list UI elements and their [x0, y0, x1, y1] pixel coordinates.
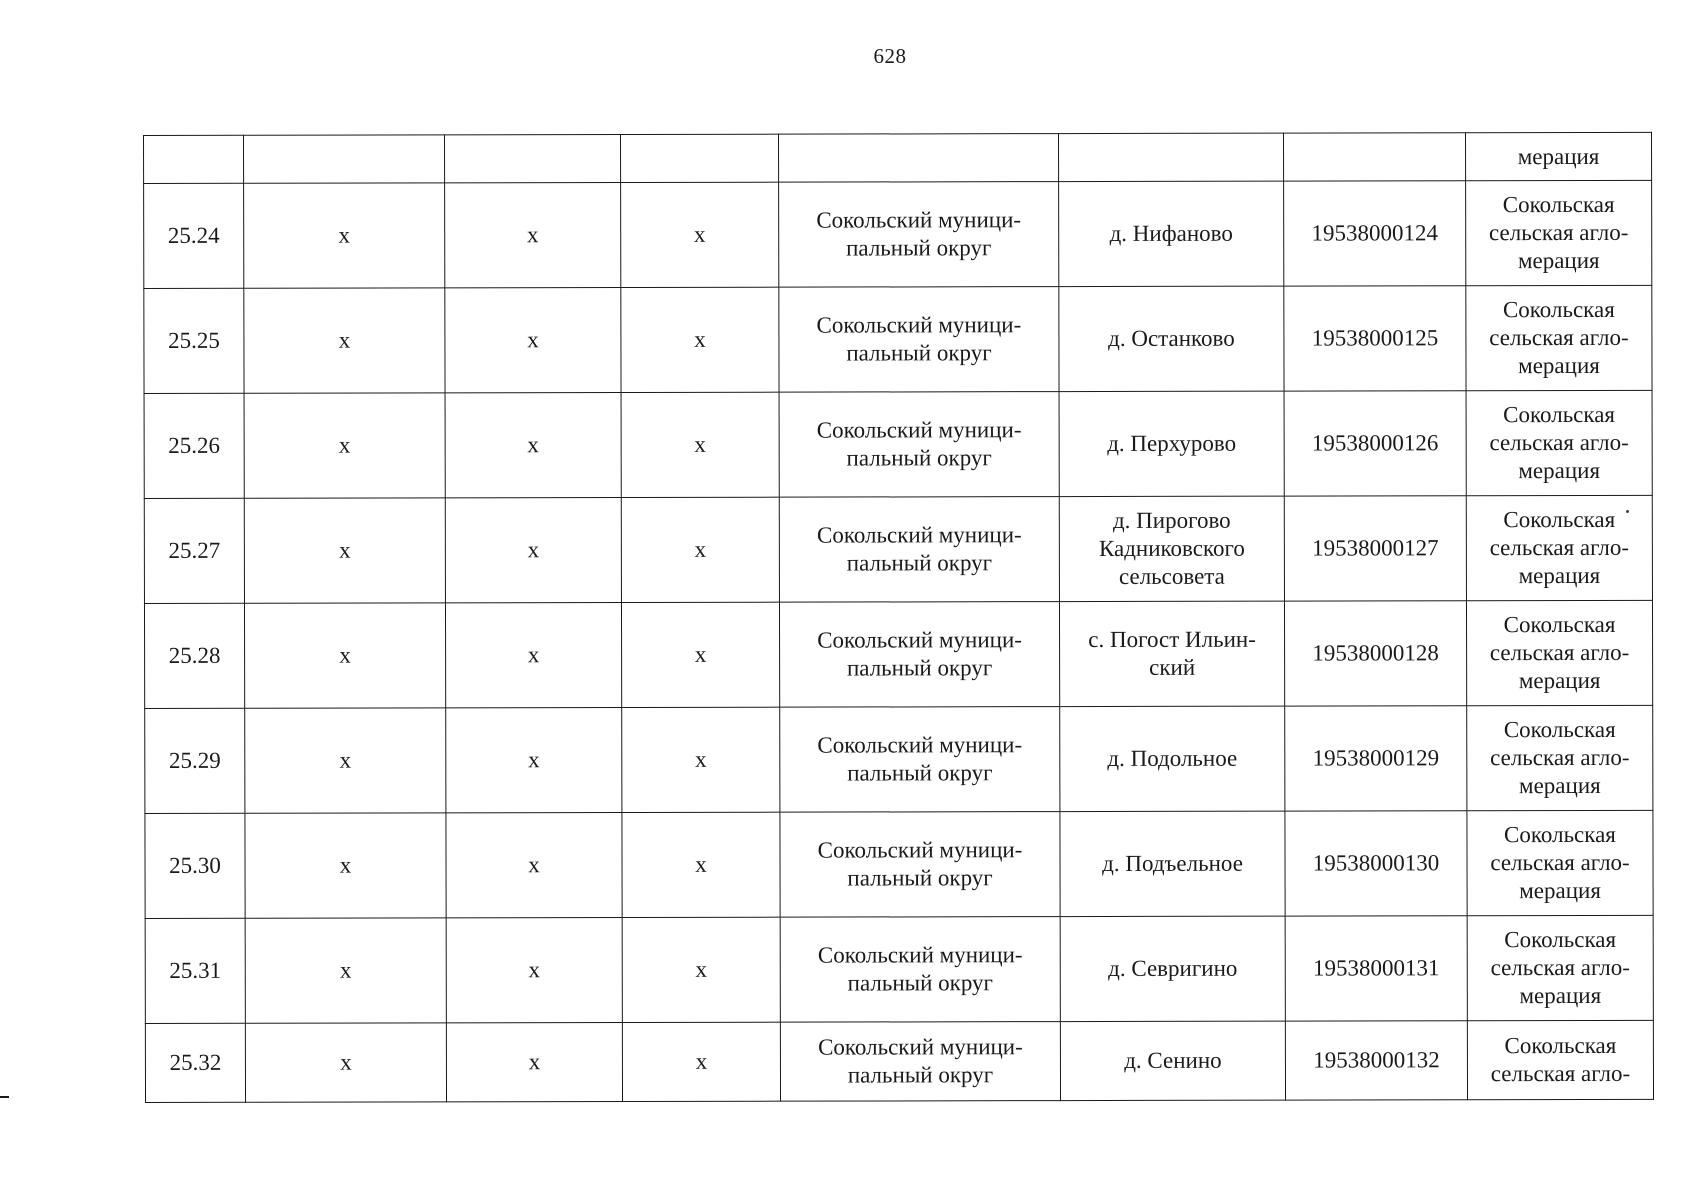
cell-text: 25.27 [168, 537, 221, 563]
table-row [145, 810, 1653, 918]
cell-text: Сокольский муници- пальный округ [816, 522, 1022, 576]
oktmo-code-cell [1284, 496, 1466, 601]
cell-text: х [338, 432, 351, 458]
cell-text: х [528, 1049, 541, 1075]
cell-text: с. Погост Ильин- ский [1088, 626, 1256, 680]
x-cell [445, 287, 621, 392]
cell-text: Сокольская сельская агло- мерация [1488, 191, 1629, 274]
agglomeration-cell [1467, 705, 1653, 810]
oktmo-code-cell [1285, 811, 1467, 916]
x-cell [446, 917, 622, 1022]
cell-text: х [695, 851, 707, 877]
agglomeration-cell [1466, 285, 1652, 390]
municipality-cell [780, 812, 1060, 918]
settlement-cell [1060, 811, 1285, 916]
oktmo-code-cell [1284, 391, 1466, 496]
cell-text: х [693, 221, 706, 247]
x-cell [622, 707, 780, 812]
cell-text: д. Подъельное [1102, 850, 1243, 876]
cell-text: 25.29 [168, 747, 221, 773]
table-cell [244, 135, 445, 183]
cell-text: д. Подольное [1107, 745, 1238, 771]
cell-text: Сокольская сельская агло- [1490, 1032, 1631, 1087]
cell-text: х [339, 957, 352, 983]
municipality-cell [779, 182, 1059, 288]
row-number-cell [145, 1023, 245, 1102]
cell-text: х [526, 222, 539, 248]
cell-text: Сокольский муници- пальный округ [818, 1034, 1023, 1088]
x-cell [446, 812, 622, 917]
agglomeration-cell [1466, 600, 1652, 705]
settlement-cell [1060, 916, 1285, 1021]
x-cell [445, 182, 621, 287]
cell-text: Сокольский муници- пальный округ [817, 627, 1022, 681]
cell-text: Сокольская сельская агло- мерация [1490, 821, 1630, 904]
oktmo-code-cell [1285, 916, 1467, 1021]
municipality-cell [779, 602, 1059, 708]
x-cell [621, 497, 779, 602]
cell-text: х [340, 1049, 352, 1075]
settlements-table [143, 132, 1654, 1103]
cell-text: х [338, 222, 350, 248]
cell-text: Сокольская сельская агло- мерация [1490, 716, 1630, 799]
cell-text: х [694, 326, 706, 352]
table-row [145, 1020, 1653, 1102]
settlement-cell [1059, 391, 1284, 496]
x-cell [245, 813, 446, 918]
cell-text: Сокольская сельская агло- мерация [1489, 506, 1630, 589]
cell-text: х [527, 432, 539, 458]
agglomeration-cell [1467, 810, 1653, 915]
cell-text: х [695, 956, 708, 982]
cell-text: д. Сенино [1124, 1047, 1222, 1073]
municipality-cell [780, 917, 1060, 1023]
oktmo-code-cell [1284, 286, 1466, 391]
cell-text: 25.28 [168, 642, 221, 668]
table-cell [1283, 133, 1465, 181]
cell-text: Сокольская сельская агло- мерация [1489, 296, 1629, 379]
cell-text: 19538000125 [1311, 325, 1439, 351]
table-row [144, 285, 1652, 393]
x-cell [244, 603, 445, 708]
x-cell [244, 393, 445, 498]
cell-text: д. Останково [1108, 325, 1235, 351]
cell-text: 25.31 [169, 957, 222, 983]
x-cell [245, 708, 446, 813]
cell-text: 19538000124 [1311, 220, 1438, 246]
table-body [144, 132, 1654, 1102]
agglomeration-cell [1466, 390, 1652, 495]
municipality-cell [779, 392, 1059, 498]
cell-text: х [694, 431, 706, 457]
cell-text: 19538000127 [1312, 535, 1439, 561]
cell-text: 25.32 [169, 1049, 222, 1075]
table-row-continuation [144, 132, 1652, 183]
cell-text: х [339, 747, 352, 773]
cell-text: х [339, 642, 351, 668]
cell-text: Сокольский муници- пальный округ [816, 207, 1022, 261]
cell-text: х [528, 957, 541, 983]
x-cell [244, 288, 445, 393]
row-number-cell [144, 288, 244, 393]
settlement-cell [1060, 706, 1285, 811]
table-row [144, 495, 1652, 603]
cell-text: 19538000129 [1312, 745, 1440, 771]
cell-text: х [528, 852, 540, 878]
x-cell [621, 392, 779, 497]
row-number-cell [144, 393, 244, 498]
cell-text: х [528, 747, 540, 773]
cell-text: х [527, 642, 540, 668]
table-row [144, 600, 1652, 708]
agglomeration-cell [1467, 1020, 1653, 1099]
table-row [145, 915, 1653, 1023]
scan-speck [1626, 510, 1629, 513]
row-number-cell [145, 918, 245, 1023]
agglomeration-cell [1466, 180, 1652, 285]
municipality-cell [780, 707, 1060, 813]
table-cell [445, 134, 621, 182]
cell-text: 19538000128 [1312, 640, 1439, 666]
x-cell [446, 707, 622, 812]
x-cell [445, 392, 621, 497]
x-cell [622, 1022, 780, 1101]
cell-text: х [527, 327, 539, 353]
cell-text: х [338, 327, 351, 353]
table-row [144, 390, 1652, 498]
table-row [145, 705, 1653, 813]
x-cell [621, 182, 779, 287]
cell-text: х [339, 852, 352, 878]
x-cell [445, 602, 621, 707]
municipality-cell [780, 1022, 1060, 1102]
cell-text: х [695, 1048, 708, 1074]
x-cell [245, 1023, 446, 1102]
x-cell [244, 183, 445, 288]
oktmo-code-cell [1285, 1021, 1467, 1100]
x-cell [245, 918, 446, 1023]
x-cell [445, 497, 621, 602]
x-cell [621, 602, 779, 707]
cell-text: Сокольский муници- пальный округ [816, 417, 1022, 471]
cell-text: х [527, 537, 540, 563]
cell-text: Сокольская сельская агло- мерация [1490, 926, 1630, 1009]
row-number-cell [145, 708, 245, 813]
oktmo-code-cell [1284, 601, 1466, 706]
page-number: 628 [873, 44, 907, 68]
margin-mark [0, 1096, 9, 1098]
row-number-cell [145, 813, 245, 918]
cell-text: Сокольская сельская агло- мерация [1489, 401, 1629, 484]
cell-text: 25.26 [168, 432, 221, 458]
table-cell: мерация [1465, 132, 1651, 180]
cell-text: д. Севригино [1108, 955, 1238, 981]
x-cell [622, 917, 780, 1022]
cell-text: д. Нифаново [1109, 220, 1233, 246]
agglomeration-cell [1466, 495, 1652, 600]
cell-text: 19538000126 [1311, 430, 1439, 456]
municipality-cell [779, 497, 1059, 603]
x-cell [244, 498, 445, 603]
row-number-cell [144, 183, 244, 288]
oktmo-code-cell [1285, 706, 1467, 811]
cell-text: 25.30 [169, 852, 221, 878]
oktmo-code-cell [1284, 181, 1466, 286]
cell-text: 19538000132 [1313, 1047, 1440, 1073]
cell-text: Сокольский муници- пальный округ [816, 312, 1022, 366]
cell-text: х [694, 641, 707, 667]
cell-text: д. Перхурово [1107, 430, 1237, 456]
settlement-cell [1059, 286, 1284, 391]
cell-text: х [694, 536, 707, 562]
x-cell [446, 1022, 622, 1101]
table-row [144, 180, 1652, 288]
cell-text: х [339, 537, 351, 563]
x-cell [622, 812, 780, 917]
cell-text: Сокольский муници- пальный округ [817, 732, 1023, 786]
cell-text: 19538000131 [1312, 955, 1440, 981]
table-cell [1058, 133, 1283, 181]
settlement-cell [1059, 181, 1284, 286]
table-container [143, 132, 1653, 1103]
x-cell [621, 287, 779, 392]
row-number-cell [144, 603, 244, 708]
cell-text: Сокольская сельская агло- мерация [1489, 611, 1630, 694]
settlement-cell [1060, 1021, 1285, 1100]
settlement-cell [1059, 496, 1284, 601]
row-number-cell [144, 498, 244, 603]
table-cell [621, 134, 779, 182]
cell-text: 25.24 [167, 222, 220, 248]
cell-text: 25.25 [168, 327, 220, 353]
municipality-cell [779, 287, 1059, 393]
cell-text: х [695, 746, 707, 772]
table-cell [144, 135, 244, 183]
cell-text: Сокольский муници- пальный округ [817, 942, 1023, 996]
settlement-cell [1059, 601, 1284, 706]
cell-text: Сокольский муници- пальный округ [817, 837, 1023, 891]
table-cell [778, 134, 1058, 183]
agglomeration-cell [1467, 915, 1653, 1020]
cell-text: 19538000130 [1312, 850, 1440, 876]
cell-text: д. Пирогово Кадниковского сельсовета [1098, 507, 1245, 589]
